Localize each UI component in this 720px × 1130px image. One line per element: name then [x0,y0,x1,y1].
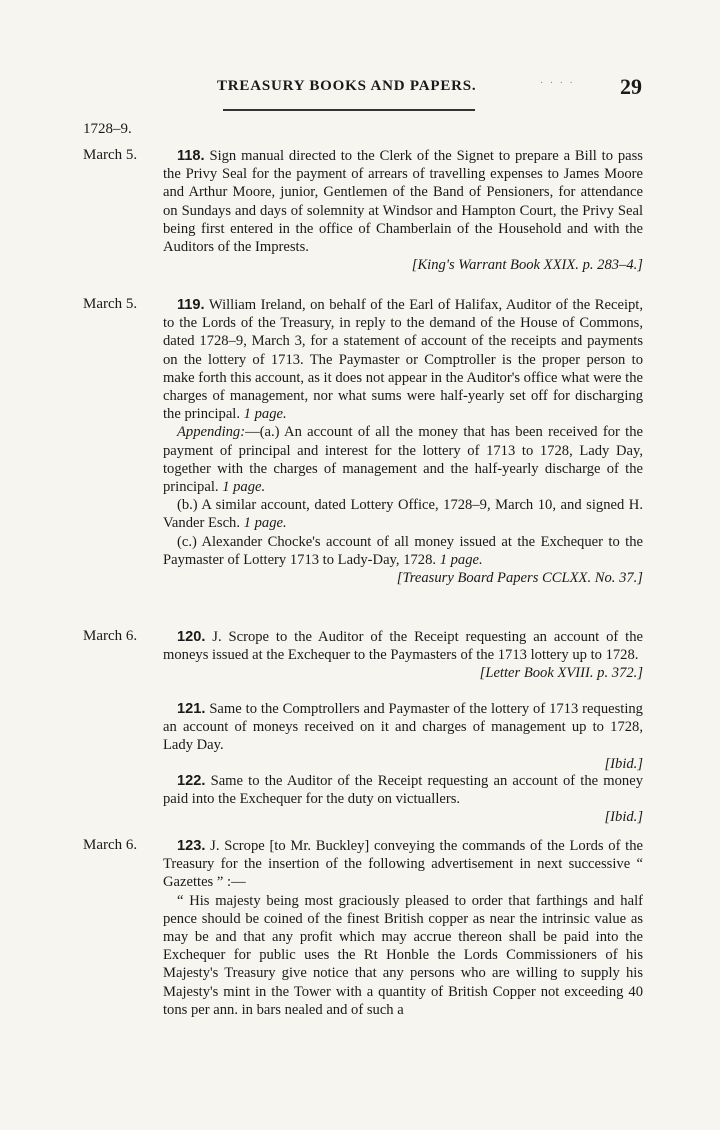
entry-number: 120. [177,629,206,645]
entry-text: Sign manual directed to the Clerk of the Signet to prepare a Bill to pass the Privy Seal for the payment of arrears of travelling expenses to James Moore and Arthur Moore, junior, Gentlemen of the Band of Pensioners, for attendance on Sundays and days of solemnity at Windsor and Hampton Court, the Privy Seal being first entered in the office of Chamberlain of the Household and with the Auditors of the Imprests. [163,148,643,256]
entry-reference: [Ibid.] [604,755,643,772]
header-mark: · · · · [540,78,575,89]
appending-a: —(a.) An account of all the money that has been received for the payment of principal and interest for the lottery of 1713 to 1728, Lady Day, together with the charges of management and the half-yearly discharge of the principal. [163,424,643,496]
page-note: 1 page. [243,406,287,423]
entry-text: William Ireland, on behalf of the Earl of Halifax, Auditor of the Receipt, to the Lords of the Treasury, in reply to the demand of the House of Commons, dated 1728–9, March 3, for a statement of account of the receipts and payments on the lottery of 1713. The Paymaster or Comptroller is the proper person to make forth this account, as it does not appear in the Auditor's office what were the charges of management, nor what sums were half-yearly set off for discharging the principal. [163,297,644,423]
running-head: TREASURY BOOKS AND PAPERS. [217,78,477,94]
entry-body [163,772,643,827]
year-label: 1728–9. [83,121,132,137]
entry-number: 121. [177,701,206,717]
header-rule [223,109,475,111]
appending-b: (b.) A similar account, dated Lottery Office, 1728–9, March 10, and signed H. Vander Esch. [163,497,643,532]
entry-reference: [King's Warrant Book XXIX. p. 283–4.] [411,257,643,274]
entry-date: March 6. [83,628,138,644]
entry-text: J. Scrope to the Auditor of the Receipt requesting an account of the moneys issued at the Exchequer to the Paymasters of the 1713 lottery up to 1728. [163,629,643,664]
entry-date: March 6. [83,837,138,853]
entry-body: 119. William Ireland, on behalf of the Earl of Halifax, Auditor of the Receipt, to the Lords of the Treasury, in reply to the demand of the House of Commons, dated 1728–9, March 3, for a statement of account of the receipts and payments on the lottery of 1713. The Paymaster or Comptroller is the proper person to make forth this account, as it does not appear in the Auditor's office what were the charges of management, nor what sums were half-yearly set off for discharging the principal. 1 page. Appending:—(a.) An account of all the money that has been received for the payment of principal and interest for the lottery of 1713 to 1728, Lady Day, together with the charges of management and the half-yearly discharge of the principal. 1 page. (b.) A similar account, dated Lottery Office, 1728–9, March 10, and signed H. Vander Esch. 1 page. (c.) Alexander Chocke's account of all money issued at the Exchequer to the Paymaster of Lottery 1713 to Lady-Day, 1728. 1 page. [Treasury Board Papers CCLXX. No. 37.] [163,297,644,587]
entry-reference: [Treasury Board Papers CCLXX. No. 37.] [396,570,643,587]
page-header [0,74,720,104]
entry-body [163,700,643,773]
page-number: 29 [620,74,642,99]
entry-number: 118. [177,148,205,164]
entry-text: Same to the Comptrollers and Paymaster of the lottery of 1713 requesting an account of moneys received on it and charges of management up to 1728, Lady Day. [163,701,643,754]
entry-body [163,837,643,1019]
entry-date: March 5. [83,147,138,163]
entry-reference: [Letter Book XVIII. p. 372.] [479,665,643,682]
entry-reference: [Ibid.] [604,809,643,826]
entry-body [163,147,643,274]
entry-text: J. Scrope [to Mr. Buckley] conveying the commands of the Lords of the Treasury for the insertion of the following advertisement in next successive “ Gazettes ” :— [163,838,643,891]
entry-number: 123. [177,838,206,854]
entry-date: March 5. [83,296,138,312]
entry-body [163,628,643,683]
quoted-advertisement: “ His majesty being most graciously pleased to order that farthings and half pence should be coined of the finest British copper as near the intrinsic value as may be and that any profit which may accrue thereon shall be paid into the Exchequer for public uses the Rt Honble the Lords Commissioners of his Majesty's Treasury give notice that any persons who are willing to supply his Majesty's mint in the Tower with a quantity of British Copper not exceeding 40 tons per ann. in bars nealed and of such a [163,892,643,1018]
appending-c: (c.) Alexander Chocke's account of all money issued at the Exchequer to the Paymaster of Lottery 1713 to Lady-Day, 1728. [163,533,643,568]
entry-text: Same to the Auditor of the Receipt requesting an account of the money paid into the Exchequer for the duty on victuallers. [163,773,643,808]
entry-number: 119. [177,297,205,313]
appending-label: Appending: [177,424,246,441]
entry-number: 122. [177,773,206,789]
